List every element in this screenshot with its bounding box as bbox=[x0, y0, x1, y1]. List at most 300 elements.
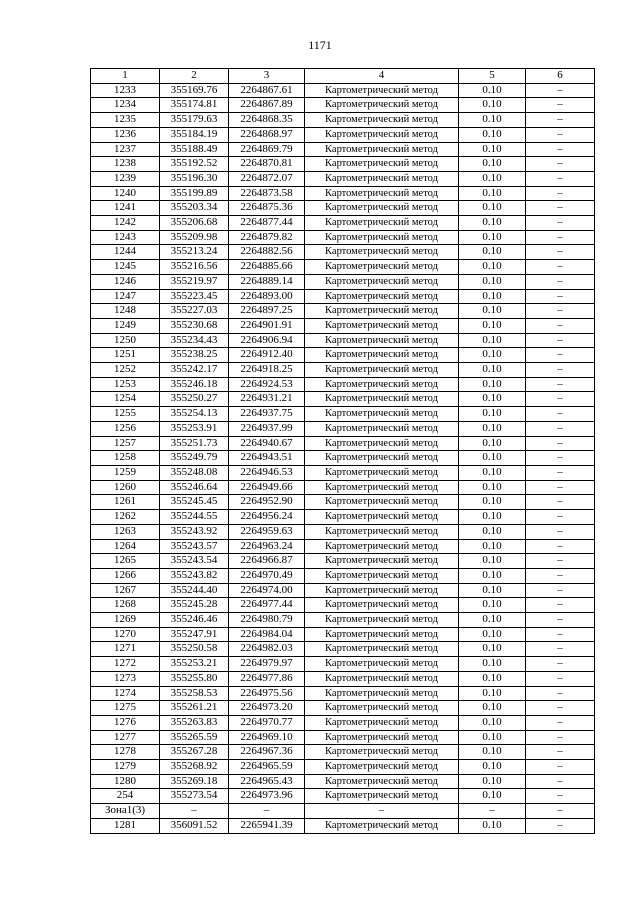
description-cell: – bbox=[526, 230, 595, 245]
accuracy-cell: 0.10 bbox=[459, 642, 526, 657]
point-number-cell: 1267 bbox=[91, 583, 160, 598]
y-coordinate-cell: 2264977.86 bbox=[229, 671, 305, 686]
x-coordinate-cell: 355249.79 bbox=[160, 451, 229, 466]
accuracy-cell: 0.10 bbox=[459, 377, 526, 392]
description-cell: – bbox=[526, 510, 595, 525]
description-cell: – bbox=[526, 436, 595, 451]
point-number-cell: 1261 bbox=[91, 495, 160, 510]
method-cell: Картометрический метод bbox=[305, 421, 459, 436]
table-row bbox=[91, 745, 595, 760]
x-coordinate-cell: 355196.30 bbox=[160, 171, 229, 186]
point-number-cell: 1253 bbox=[91, 377, 160, 392]
description-cell: – bbox=[526, 171, 595, 186]
description-cell: – bbox=[526, 318, 595, 333]
accuracy-cell: 0.10 bbox=[459, 465, 526, 480]
x-coordinate-cell: 355263.83 bbox=[160, 715, 229, 730]
table-row bbox=[91, 363, 595, 378]
accuracy-cell: 0.10 bbox=[459, 613, 526, 628]
method-cell: Картометрический метод bbox=[305, 436, 459, 451]
accuracy-cell: 0.10 bbox=[459, 113, 526, 128]
point-number-cell: 1258 bbox=[91, 451, 160, 466]
x-coordinate-cell: 355192.52 bbox=[160, 157, 229, 172]
description-cell: – bbox=[526, 642, 595, 657]
point-number-cell: 1233 bbox=[91, 83, 160, 98]
point-number-cell: 1268 bbox=[91, 598, 160, 613]
accuracy-cell: 0.10 bbox=[459, 760, 526, 775]
x-coordinate-cell: 355273.54 bbox=[160, 789, 229, 804]
description-cell: – bbox=[526, 289, 595, 304]
x-coordinate-cell: 355244.40 bbox=[160, 583, 229, 598]
accuracy-cell: 0.10 bbox=[459, 715, 526, 730]
y-coordinate-cell: 2264901.91 bbox=[229, 318, 305, 333]
point-number-cell: 1235 bbox=[91, 113, 160, 128]
method-cell: Картометрический метод bbox=[305, 818, 459, 833]
accuracy-cell: 0.10 bbox=[459, 451, 526, 466]
y-coordinate-cell: 2264937.75 bbox=[229, 407, 305, 422]
table-row bbox=[91, 245, 595, 260]
x-coordinate-cell: 355244.55 bbox=[160, 510, 229, 525]
point-number-cell: 1278 bbox=[91, 745, 160, 760]
description-cell: – bbox=[526, 216, 595, 231]
y-coordinate-cell: 2264869.79 bbox=[229, 142, 305, 157]
y-coordinate-cell: 2264906.94 bbox=[229, 333, 305, 348]
table-row bbox=[91, 127, 595, 142]
method-cell: Картометрический метод bbox=[305, 216, 459, 231]
description-cell: – bbox=[526, 598, 595, 613]
point-number-cell: 1259 bbox=[91, 465, 160, 480]
table-row bbox=[91, 407, 595, 422]
method-cell: Картометрический метод bbox=[305, 392, 459, 407]
column-header: 3 bbox=[229, 69, 305, 84]
method-cell: Картометрический метод bbox=[305, 289, 459, 304]
x-coordinate-cell: 355238.25 bbox=[160, 348, 229, 363]
method-cell: Картометрический метод bbox=[305, 407, 459, 422]
point-number-cell: 1246 bbox=[91, 274, 160, 289]
y-coordinate-cell: 2264882.56 bbox=[229, 245, 305, 260]
table-row bbox=[91, 818, 595, 833]
table-row bbox=[91, 274, 595, 289]
x-coordinate-cell: – bbox=[160, 804, 229, 819]
x-coordinate-cell: 355243.82 bbox=[160, 568, 229, 583]
table-row bbox=[91, 598, 595, 613]
method-cell: Картометрический метод bbox=[305, 745, 459, 760]
point-number-cell: 1280 bbox=[91, 774, 160, 789]
method-cell: Картометрический метод bbox=[305, 465, 459, 480]
table-row bbox=[91, 377, 595, 392]
table-header-row bbox=[91, 69, 595, 84]
point-number-cell: 1279 bbox=[91, 760, 160, 775]
y-coordinate-cell: 2264897.25 bbox=[229, 304, 305, 319]
accuracy-cell: 0.10 bbox=[459, 245, 526, 260]
accuracy-cell: 0.10 bbox=[459, 598, 526, 613]
table-row bbox=[91, 98, 595, 113]
accuracy-cell: 0.10 bbox=[459, 686, 526, 701]
accuracy-cell: 0.10 bbox=[459, 157, 526, 172]
method-cell: Картометрический метод bbox=[305, 568, 459, 583]
coordinates-table bbox=[90, 68, 595, 834]
x-coordinate-cell: 355246.18 bbox=[160, 377, 229, 392]
table-row bbox=[91, 157, 595, 172]
y-coordinate-cell: 2264867.89 bbox=[229, 98, 305, 113]
x-coordinate-cell: 355243.92 bbox=[160, 524, 229, 539]
description-cell: – bbox=[526, 686, 595, 701]
x-coordinate-cell: 355209.98 bbox=[160, 230, 229, 245]
y-coordinate-cell: 2264956.24 bbox=[229, 510, 305, 525]
description-cell: – bbox=[526, 818, 595, 833]
accuracy-cell: 0.10 bbox=[459, 186, 526, 201]
y-coordinate-cell: 2264974.00 bbox=[229, 583, 305, 598]
point-number-cell: 1264 bbox=[91, 539, 160, 554]
point-number-cell: 1260 bbox=[91, 480, 160, 495]
accuracy-cell: 0.10 bbox=[459, 201, 526, 216]
method-cell: Картометрический метод bbox=[305, 186, 459, 201]
method-cell: – bbox=[305, 804, 459, 819]
description-cell: – bbox=[526, 671, 595, 686]
method-cell: Картометрический метод bbox=[305, 113, 459, 128]
page-number: 1171 bbox=[308, 38, 332, 52]
point-number-cell: 1243 bbox=[91, 230, 160, 245]
table-row bbox=[91, 333, 595, 348]
y-coordinate-cell: 2264912.40 bbox=[229, 348, 305, 363]
table-row bbox=[91, 760, 595, 775]
y-coordinate-cell: 2264970.49 bbox=[229, 568, 305, 583]
y-coordinate-cell: 2264889.14 bbox=[229, 274, 305, 289]
y-coordinate-cell: 2264885.66 bbox=[229, 260, 305, 275]
x-coordinate-cell: 355250.27 bbox=[160, 392, 229, 407]
description-cell: – bbox=[526, 451, 595, 466]
method-cell: Картометрический метод bbox=[305, 245, 459, 260]
x-coordinate-cell: 355184.19 bbox=[160, 127, 229, 142]
method-cell: Картометрический метод bbox=[305, 730, 459, 745]
description-cell: – bbox=[526, 745, 595, 760]
accuracy-cell: 0.10 bbox=[459, 260, 526, 275]
description-cell: – bbox=[526, 760, 595, 775]
point-number-cell: 1248 bbox=[91, 304, 160, 319]
accuracy-cell: 0.10 bbox=[459, 142, 526, 157]
column-header: 6 bbox=[526, 69, 595, 84]
x-coordinate-cell: 355254.13 bbox=[160, 407, 229, 422]
method-cell: Картометрический метод bbox=[305, 554, 459, 569]
y-coordinate-cell: 2264966.87 bbox=[229, 554, 305, 569]
point-number-cell: 1245 bbox=[91, 260, 160, 275]
table-row bbox=[91, 83, 595, 98]
method-cell: Картометрический метод bbox=[305, 657, 459, 672]
y-coordinate-cell: 2264973.96 bbox=[229, 789, 305, 804]
x-coordinate-cell: 355261.21 bbox=[160, 701, 229, 716]
y-coordinate-cell: 2264963.24 bbox=[229, 539, 305, 554]
table-row bbox=[91, 627, 595, 642]
point-number-cell: 1254 bbox=[91, 392, 160, 407]
table-row bbox=[91, 686, 595, 701]
method-cell: Картометрический метод bbox=[305, 98, 459, 113]
point-number-cell: 1241 bbox=[91, 201, 160, 216]
description-cell: – bbox=[526, 186, 595, 201]
accuracy-cell: 0.10 bbox=[459, 216, 526, 231]
description-cell: – bbox=[526, 377, 595, 392]
point-number-cell: 1266 bbox=[91, 568, 160, 583]
x-coordinate-cell: 355245.45 bbox=[160, 495, 229, 510]
description-cell: – bbox=[526, 348, 595, 363]
method-cell: Картометрический метод bbox=[305, 774, 459, 789]
point-number-cell: 1239 bbox=[91, 171, 160, 186]
x-coordinate-cell: 355243.54 bbox=[160, 554, 229, 569]
table-row bbox=[91, 583, 595, 598]
method-cell: Картометрический метод bbox=[305, 83, 459, 98]
y-coordinate-cell: 2264965.43 bbox=[229, 774, 305, 789]
x-coordinate-cell: 355258.53 bbox=[160, 686, 229, 701]
method-cell: Картометрический метод bbox=[305, 583, 459, 598]
point-number-cell: 1263 bbox=[91, 524, 160, 539]
description-cell: – bbox=[526, 554, 595, 569]
y-coordinate-cell: 2264875.36 bbox=[229, 201, 305, 216]
table-row bbox=[91, 804, 595, 819]
point-number-cell: 1256 bbox=[91, 421, 160, 436]
point-number-cell: 1270 bbox=[91, 627, 160, 642]
method-cell: Картометрический метод bbox=[305, 495, 459, 510]
point-number-cell: 1252 bbox=[91, 363, 160, 378]
accuracy-cell: 0.10 bbox=[459, 436, 526, 451]
point-number-cell: 1271 bbox=[91, 642, 160, 657]
point-number-cell: 1249 bbox=[91, 318, 160, 333]
description-cell: – bbox=[526, 274, 595, 289]
table-row bbox=[91, 774, 595, 789]
method-cell: Картометрический метод bbox=[305, 539, 459, 554]
description-cell: – bbox=[526, 774, 595, 789]
accuracy-cell: – bbox=[459, 804, 526, 819]
y-coordinate-cell: 2264979.97 bbox=[229, 657, 305, 672]
x-coordinate-cell: 355223.45 bbox=[160, 289, 229, 304]
y-coordinate-cell: 2264940.67 bbox=[229, 436, 305, 451]
point-number-cell: 1250 bbox=[91, 333, 160, 348]
column-header: 2 bbox=[160, 69, 229, 84]
accuracy-cell: 0.10 bbox=[459, 510, 526, 525]
x-coordinate-cell: 356091.52 bbox=[160, 818, 229, 833]
point-number-cell: 1275 bbox=[91, 701, 160, 716]
x-coordinate-cell: 355234.43 bbox=[160, 333, 229, 348]
x-coordinate-cell: 355246.64 bbox=[160, 480, 229, 495]
description-cell: – bbox=[526, 583, 595, 598]
accuracy-cell: 0.10 bbox=[459, 554, 526, 569]
x-coordinate-cell: 355243.57 bbox=[160, 539, 229, 554]
x-coordinate-cell: 355253.91 bbox=[160, 421, 229, 436]
y-coordinate-cell: 2264924.53 bbox=[229, 377, 305, 392]
y-coordinate-cell: 2264969.10 bbox=[229, 730, 305, 745]
y-coordinate-cell: 2264970.77 bbox=[229, 715, 305, 730]
y-coordinate-cell: 2264949.66 bbox=[229, 480, 305, 495]
method-cell: Картометрический метод bbox=[305, 480, 459, 495]
method-cell: Картометрический метод bbox=[305, 715, 459, 730]
table-row bbox=[91, 304, 595, 319]
x-coordinate-cell: 355179.63 bbox=[160, 113, 229, 128]
point-number-cell: 1251 bbox=[91, 348, 160, 363]
column-header: 5 bbox=[459, 69, 526, 84]
accuracy-cell: 0.10 bbox=[459, 363, 526, 378]
accuracy-cell: 0.10 bbox=[459, 333, 526, 348]
accuracy-cell: 0.10 bbox=[459, 274, 526, 289]
point-number-cell: 1273 bbox=[91, 671, 160, 686]
table-row bbox=[91, 671, 595, 686]
x-coordinate-cell: 355174.81 bbox=[160, 98, 229, 113]
column-header: 1 bbox=[91, 69, 160, 84]
description-cell: – bbox=[526, 407, 595, 422]
table-row bbox=[91, 657, 595, 672]
method-cell: Картометрический метод bbox=[305, 510, 459, 525]
y-coordinate-cell: 2265941.39 bbox=[229, 818, 305, 833]
point-number-cell: 1257 bbox=[91, 436, 160, 451]
x-coordinate-cell: 355219.97 bbox=[160, 274, 229, 289]
description-cell: – bbox=[526, 127, 595, 142]
accuracy-cell: 0.10 bbox=[459, 407, 526, 422]
x-coordinate-cell: 355199.89 bbox=[160, 186, 229, 201]
description-cell: – bbox=[526, 804, 595, 819]
accuracy-cell: 0.10 bbox=[459, 524, 526, 539]
y-coordinate-cell: 2264967.36 bbox=[229, 745, 305, 760]
method-cell: Картометрический метод bbox=[305, 348, 459, 363]
accuracy-cell: 0.10 bbox=[459, 318, 526, 333]
description-cell: – bbox=[526, 113, 595, 128]
table-row bbox=[91, 465, 595, 480]
accuracy-cell: 0.10 bbox=[459, 348, 526, 363]
accuracy-cell: 0.10 bbox=[459, 583, 526, 598]
method-cell: Картометрический метод bbox=[305, 127, 459, 142]
description-cell: – bbox=[526, 495, 595, 510]
x-coordinate-cell: 355230.68 bbox=[160, 318, 229, 333]
point-number-cell: Зона1(3) bbox=[91, 804, 160, 819]
x-coordinate-cell: 355188.49 bbox=[160, 142, 229, 157]
description-cell: – bbox=[526, 480, 595, 495]
table-row bbox=[91, 701, 595, 716]
method-cell: Картометрический метод bbox=[305, 201, 459, 216]
y-coordinate-cell: 2264918.25 bbox=[229, 363, 305, 378]
description-cell: – bbox=[526, 539, 595, 554]
description-cell: – bbox=[526, 613, 595, 628]
x-coordinate-cell: 355245.28 bbox=[160, 598, 229, 613]
accuracy-cell: 0.10 bbox=[459, 171, 526, 186]
x-coordinate-cell: 355247.91 bbox=[160, 627, 229, 642]
point-number-cell: 254 bbox=[91, 789, 160, 804]
x-coordinate-cell: 355206.68 bbox=[160, 216, 229, 231]
method-cell: Картометрический метод bbox=[305, 260, 459, 275]
table-row bbox=[91, 113, 595, 128]
method-cell: Картометрический метод bbox=[305, 642, 459, 657]
accuracy-cell: 0.10 bbox=[459, 289, 526, 304]
table-row bbox=[91, 436, 595, 451]
y-coordinate-cell: 2264943.51 bbox=[229, 451, 305, 466]
y-coordinate-cell: 2264977.44 bbox=[229, 598, 305, 613]
method-cell: Картометрический метод bbox=[305, 760, 459, 775]
x-coordinate-cell: 355169.76 bbox=[160, 83, 229, 98]
method-cell: Картометрический метод bbox=[305, 524, 459, 539]
x-coordinate-cell: 355251.73 bbox=[160, 436, 229, 451]
y-coordinate-cell: 2264867.61 bbox=[229, 83, 305, 98]
accuracy-cell: 0.10 bbox=[459, 627, 526, 642]
accuracy-cell: 0.10 bbox=[459, 818, 526, 833]
x-coordinate-cell: 355267.28 bbox=[160, 745, 229, 760]
x-coordinate-cell: 355213.24 bbox=[160, 245, 229, 260]
y-coordinate-cell: – bbox=[229, 804, 305, 819]
method-cell: Картометрический метод bbox=[305, 274, 459, 289]
point-number-cell: 1240 bbox=[91, 186, 160, 201]
accuracy-cell: 0.10 bbox=[459, 789, 526, 804]
y-coordinate-cell: 2264877.44 bbox=[229, 216, 305, 231]
table-row bbox=[91, 613, 595, 628]
accuracy-cell: 0.10 bbox=[459, 539, 526, 554]
description-cell: – bbox=[526, 789, 595, 804]
table-row bbox=[91, 171, 595, 186]
x-coordinate-cell: 355227.03 bbox=[160, 304, 229, 319]
method-cell: Картометрический метод bbox=[305, 230, 459, 245]
table-row bbox=[91, 142, 595, 157]
method-cell: Картометрический метод bbox=[305, 451, 459, 466]
point-number-cell: 1244 bbox=[91, 245, 160, 260]
y-coordinate-cell: 2264868.97 bbox=[229, 127, 305, 142]
point-number-cell: 1234 bbox=[91, 98, 160, 113]
description-cell: – bbox=[526, 333, 595, 348]
accuracy-cell: 0.10 bbox=[459, 421, 526, 436]
table-row bbox=[91, 348, 595, 363]
description-cell: – bbox=[526, 657, 595, 672]
table-row bbox=[91, 318, 595, 333]
y-coordinate-cell: 2264975.56 bbox=[229, 686, 305, 701]
description-cell: – bbox=[526, 465, 595, 480]
description-cell: – bbox=[526, 260, 595, 275]
point-number-cell: 1272 bbox=[91, 657, 160, 672]
column-header: 4 bbox=[305, 69, 459, 84]
accuracy-cell: 0.10 bbox=[459, 671, 526, 686]
description-cell: – bbox=[526, 392, 595, 407]
table-row bbox=[91, 201, 595, 216]
accuracy-cell: 0.10 bbox=[459, 774, 526, 789]
method-cell: Картометрический метод bbox=[305, 142, 459, 157]
method-cell: Картометрический метод bbox=[305, 613, 459, 628]
table-row bbox=[91, 554, 595, 569]
x-coordinate-cell: 355248.08 bbox=[160, 465, 229, 480]
accuracy-cell: 0.10 bbox=[459, 83, 526, 98]
point-number-cell: 1276 bbox=[91, 715, 160, 730]
table-row bbox=[91, 421, 595, 436]
point-number-cell: 1238 bbox=[91, 157, 160, 172]
description-cell: – bbox=[526, 98, 595, 113]
method-cell: Картометрический метод bbox=[305, 304, 459, 319]
x-coordinate-cell: 355253.21 bbox=[160, 657, 229, 672]
method-cell: Картометрический метод bbox=[305, 171, 459, 186]
description-cell: – bbox=[526, 421, 595, 436]
accuracy-cell: 0.10 bbox=[459, 98, 526, 113]
table-row bbox=[91, 289, 595, 304]
description-cell: – bbox=[526, 304, 595, 319]
accuracy-cell: 0.10 bbox=[459, 745, 526, 760]
x-coordinate-cell: 355250.58 bbox=[160, 642, 229, 657]
table-row bbox=[91, 568, 595, 583]
accuracy-cell: 0.10 bbox=[459, 657, 526, 672]
point-number-cell: 1262 bbox=[91, 510, 160, 525]
method-cell: Картометрический метод bbox=[305, 686, 459, 701]
y-coordinate-cell: 2264984.04 bbox=[229, 627, 305, 642]
description-cell: – bbox=[526, 157, 595, 172]
y-coordinate-cell: 2264872.07 bbox=[229, 171, 305, 186]
table-row bbox=[91, 186, 595, 201]
point-number-cell: 1236 bbox=[91, 127, 160, 142]
x-coordinate-cell: 355255.80 bbox=[160, 671, 229, 686]
table-row bbox=[91, 495, 595, 510]
y-coordinate-cell: 2264980.79 bbox=[229, 613, 305, 628]
description-cell: – bbox=[526, 201, 595, 216]
accuracy-cell: 0.10 bbox=[459, 495, 526, 510]
method-cell: Картометрический метод bbox=[305, 333, 459, 348]
y-coordinate-cell: 2264973.20 bbox=[229, 701, 305, 716]
y-coordinate-cell: 2264946.53 bbox=[229, 465, 305, 480]
method-cell: Картометрический метод bbox=[305, 789, 459, 804]
